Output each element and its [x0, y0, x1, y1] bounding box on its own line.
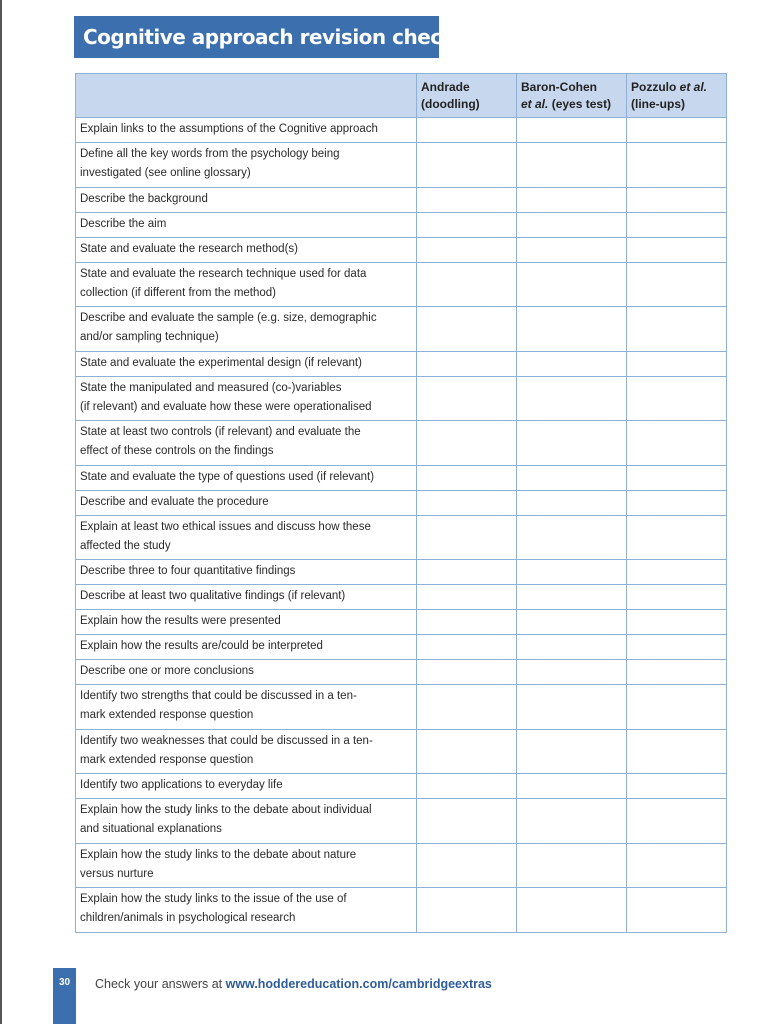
checklist-item-line: Identify two weaknesses that could be discussed in a ten- — [80, 734, 373, 747]
tick-cell-pozzulo[interactable] — [627, 843, 727, 888]
tick-cell-andrade[interactable] — [417, 490, 517, 515]
footer — [95, 977, 492, 991]
tick-cell-baron-cohen[interactable] — [517, 118, 627, 143]
checklist-item-line: Explain at least two ethical issues and discuss how these — [80, 520, 371, 533]
checklist-item-line: State the manipulated and measured (co-)variables — [80, 381, 342, 394]
tick-cell-baron-cohen[interactable] — [517, 799, 627, 844]
table-row — [76, 143, 727, 188]
table-row — [76, 685, 727, 730]
checklist-item-label — [76, 490, 417, 515]
checklist-item-line: Explain how the study links to the debate about nature — [80, 848, 357, 861]
tick-cell-pozzulo[interactable] — [627, 376, 727, 421]
checklist-body — [76, 118, 727, 933]
tick-cell-baron-cohen[interactable] — [517, 237, 627, 262]
checklist-item-line: (if relevant) and evaluate how these were operationalised — [80, 400, 372, 413]
tick-cell-baron-cohen[interactable] — [517, 212, 627, 237]
checklist-item-line: State and evaluate the type of questions used (if relevant) — [80, 470, 375, 483]
tick-cell-pozzulo[interactable] — [627, 465, 727, 490]
tick-cell-baron-cohen[interactable] — [517, 843, 627, 888]
tick-cell-andrade[interactable] — [417, 799, 517, 844]
tick-cell-andrade[interactable] — [417, 212, 517, 237]
tick-cell-baron-cohen[interactable] — [517, 560, 627, 585]
table-row — [76, 351, 727, 376]
checklist-item-label — [76, 421, 417, 466]
table-header-row — [76, 74, 727, 118]
tick-cell-baron-cohen[interactable] — [517, 685, 627, 730]
checklist-item-line: Describe three to four quantitative findings — [80, 565, 296, 577]
tick-cell-pozzulo[interactable] — [627, 799, 727, 844]
checklist-item-line: investigated (see online glossary) — [80, 167, 251, 180]
table-row — [76, 307, 727, 352]
tick-cell-pozzulo[interactable] — [627, 262, 727, 307]
tick-cell-baron-cohen[interactable] — [517, 376, 627, 421]
tick-cell-pozzulo[interactable] — [627, 774, 727, 799]
tick-cell-andrade[interactable] — [417, 237, 517, 262]
checklist-item-label — [76, 262, 417, 307]
column-header-line1 — [631, 79, 722, 96]
tick-cell-pozzulo[interactable] — [627, 660, 727, 685]
checklist-item-label — [76, 465, 417, 490]
tick-cell-baron-cohen[interactable] — [517, 187, 627, 212]
tick-cell-andrade[interactable] — [417, 660, 517, 685]
tick-cell-pozzulo[interactable] — [627, 421, 727, 466]
checklist-item-label — [76, 888, 417, 933]
table-row — [76, 237, 727, 262]
tick-cell-pozzulo[interactable] — [627, 729, 727, 774]
checklist-item-label — [76, 118, 417, 143]
column-header-line2 — [631, 96, 722, 113]
tick-cell-pozzulo[interactable] — [627, 515, 727, 560]
tick-cell-baron-cohen[interactable] — [517, 515, 627, 560]
tick-cell-pozzulo[interactable] — [627, 143, 727, 188]
tick-cell-pozzulo[interactable] — [627, 237, 727, 262]
tick-cell-pozzulo[interactable] — [627, 560, 727, 585]
checklist-item-label — [76, 585, 417, 610]
checklist-item-line: Describe the aim — [80, 217, 167, 230]
checklist-item-line: Identify two strengths that could be discussed in a ten- — [80, 690, 357, 703]
table-row — [76, 376, 727, 421]
table-row — [76, 774, 727, 799]
tick-cell-andrade[interactable] — [417, 515, 517, 560]
page-number: 30 — [53, 968, 76, 1024]
checklist-item-line: Describe at least two qualitative findings (if relevant) — [80, 590, 346, 602]
checklist-item-label — [76, 660, 417, 685]
checklist-item-line: mark extended response question — [80, 709, 254, 722]
tick-cell-andrade[interactable] — [417, 307, 517, 352]
tick-cell-andrade[interactable] — [417, 143, 517, 188]
column-header-text: (eyes test) — [548, 97, 612, 111]
checklist-item-label — [76, 143, 417, 188]
checklist-item-label — [76, 560, 417, 585]
tick-cell-baron-cohen[interactable] — [517, 262, 627, 307]
checklist-item-label — [76, 515, 417, 560]
footer-link[interactable]: www.hoddereducation.com/cambridgeextras — [225, 977, 492, 991]
checklist-item-line: State and evaluate the research method(s) — [80, 242, 298, 255]
checklist-item-line: Identify two applications to everyday life — [80, 779, 283, 791]
tick-cell-pozzulo[interactable] — [627, 585, 727, 610]
table-row — [76, 560, 727, 585]
checklist-item-label — [76, 635, 417, 660]
checklist-item-line: and situational explanations — [80, 823, 222, 836]
checklist-item-line: and/or sampling technique) — [80, 331, 219, 344]
checklist-item-line: Describe the background — [80, 192, 208, 205]
tick-cell-baron-cohen[interactable] — [517, 490, 627, 515]
tick-cell-baron-cohen[interactable] — [517, 610, 627, 635]
checklist-item-line: Describe and evaluate the procedure — [80, 495, 269, 508]
tick-cell-andrade[interactable] — [417, 729, 517, 774]
table-row — [76, 610, 727, 635]
checklist-item-line: Explain how the study links to the issue of the use of — [80, 893, 347, 906]
table-row — [76, 421, 727, 466]
tick-cell-pozzulo[interactable] — [627, 635, 727, 660]
checklist-item-line: effect of these controls on the findings — [80, 445, 274, 458]
tick-cell-pozzulo[interactable] — [627, 118, 727, 143]
tick-cell-pozzulo[interactable] — [627, 490, 727, 515]
checklist-item-line: State and evaluate the research technique used for data — [80, 267, 367, 280]
tick-cell-baron-cohen[interactable] — [517, 465, 627, 490]
table-row — [76, 212, 727, 237]
column-header-text: (doodling) — [421, 97, 480, 111]
checklist-item-line: Explain how the study links to the debate about individual — [80, 804, 372, 817]
tick-cell-baron-cohen[interactable] — [517, 351, 627, 376]
table-row — [76, 729, 727, 774]
column-header-text: Baron-Cohen — [521, 80, 597, 94]
column-header-text: (line-ups) — [631, 97, 685, 111]
checklist-item-line: Define all the key words from the psychology being — [80, 148, 340, 161]
checklist-item-line: Describe one or more conclusions — [80, 665, 254, 677]
table-row — [76, 635, 727, 660]
checklist-item-label — [76, 610, 417, 635]
tick-cell-baron-cohen[interactable] — [517, 774, 627, 799]
table-row — [76, 515, 727, 560]
table-row — [76, 187, 727, 212]
checklist-item-label — [76, 187, 417, 212]
page-edge-rule — [0, 0, 2, 1024]
checklist-item-line: versus nurture — [80, 867, 154, 880]
checklist-item-line: Describe and evaluate the sample (e.g. size, demographic — [80, 312, 377, 325]
column-header-pozzulo — [627, 74, 727, 118]
column-header-line2 — [521, 96, 622, 113]
tick-cell-baron-cohen[interactable] — [517, 660, 627, 685]
column-header-line1 — [521, 79, 622, 96]
table-row — [76, 118, 727, 143]
table-row — [76, 843, 727, 888]
revision-checklist-table — [75, 73, 727, 933]
tick-cell-andrade[interactable] — [417, 351, 517, 376]
column-header-andrade — [417, 74, 517, 118]
checklist-item-label — [76, 307, 417, 352]
checklist-item-line: State at least two controls (if relevant) and evaluate the — [80, 426, 361, 439]
tick-cell-andrade[interactable] — [417, 685, 517, 730]
column-header-line2 — [421, 96, 512, 113]
checklist-item-line: Explain how the results are/could be interpreted — [80, 640, 323, 652]
checklist-item-label — [76, 799, 417, 844]
tick-cell-baron-cohen[interactable] — [517, 143, 627, 188]
tick-cell-andrade[interactable] — [417, 774, 517, 799]
tick-cell-pozzulo[interactable] — [627, 685, 727, 730]
column-header-line1 — [421, 79, 512, 96]
column-header-italic: et al. — [521, 97, 549, 111]
tick-cell-baron-cohen[interactable] — [517, 307, 627, 352]
tick-cell-pozzulo[interactable] — [627, 187, 727, 212]
tick-cell-andrade[interactable] — [417, 888, 517, 933]
checklist-item-line: mark extended response question — [80, 753, 254, 766]
checklist-item-label — [76, 685, 417, 730]
page-title: Cognitive approach revision checklist — [74, 16, 439, 58]
tick-cell-andrade[interactable] — [417, 465, 517, 490]
footer-text: Check your answers at — [95, 977, 226, 991]
checklist-item-label — [76, 237, 417, 262]
checklist-item-line: Explain how the results were presented — [80, 615, 281, 627]
tick-cell-andrade[interactable] — [417, 421, 517, 466]
column-header-text: Pozzulo — [631, 80, 680, 94]
table-row — [76, 888, 727, 933]
tick-cell-andrade[interactable] — [417, 560, 517, 585]
tick-cell-baron-cohen[interactable] — [517, 635, 627, 660]
tick-cell-andrade[interactable] — [417, 843, 517, 888]
tick-cell-andrade[interactable] — [417, 585, 517, 610]
table-row — [76, 585, 727, 610]
table-row — [76, 465, 727, 490]
checklist-item-label — [76, 376, 417, 421]
table-row — [76, 660, 727, 685]
tick-cell-andrade[interactable] — [417, 187, 517, 212]
column-header-baron-cohen — [517, 74, 627, 118]
column-header-italic: et al. — [679, 80, 708, 94]
checklist-item-line: State and evaluate the experimental design (if relevant) — [80, 356, 362, 369]
table-row — [76, 262, 727, 307]
checklist-item-line: affected the study — [80, 539, 171, 552]
checklist-item-label — [76, 774, 417, 799]
tick-cell-andrade[interactable] — [417, 610, 517, 635]
checklist-item-label — [76, 729, 417, 774]
tick-cell-pozzulo[interactable] — [627, 212, 727, 237]
header-blank-cell — [76, 74, 417, 118]
tick-cell-baron-cohen[interactable] — [517, 585, 627, 610]
tick-cell-pozzulo[interactable] — [627, 888, 727, 933]
checklist-item-line: Explain links to the assumptions of the Cognitive approach — [80, 123, 378, 135]
tick-cell-andrade[interactable] — [417, 262, 517, 307]
checklist-item-line: children/animals in psychological research — [80, 912, 296, 925]
tick-cell-pozzulo[interactable] — [627, 610, 727, 635]
tick-cell-baron-cohen[interactable] — [517, 421, 627, 466]
tick-cell-baron-cohen[interactable] — [517, 888, 627, 933]
table-row — [76, 799, 727, 844]
table-row — [76, 490, 727, 515]
checklist-item-line: collection (if different from the method) — [80, 286, 277, 299]
tick-cell-andrade[interactable] — [417, 118, 517, 143]
tick-cell-andrade[interactable] — [417, 635, 517, 660]
tick-cell-pozzulo[interactable] — [627, 351, 727, 376]
tick-cell-andrade[interactable] — [417, 376, 517, 421]
checklist-item-label — [76, 212, 417, 237]
tick-cell-baron-cohen[interactable] — [517, 729, 627, 774]
column-header-text: Andrade — [421, 80, 470, 94]
checklist-item-label — [76, 351, 417, 376]
tick-cell-pozzulo[interactable] — [627, 307, 727, 352]
checklist-item-label — [76, 843, 417, 888]
